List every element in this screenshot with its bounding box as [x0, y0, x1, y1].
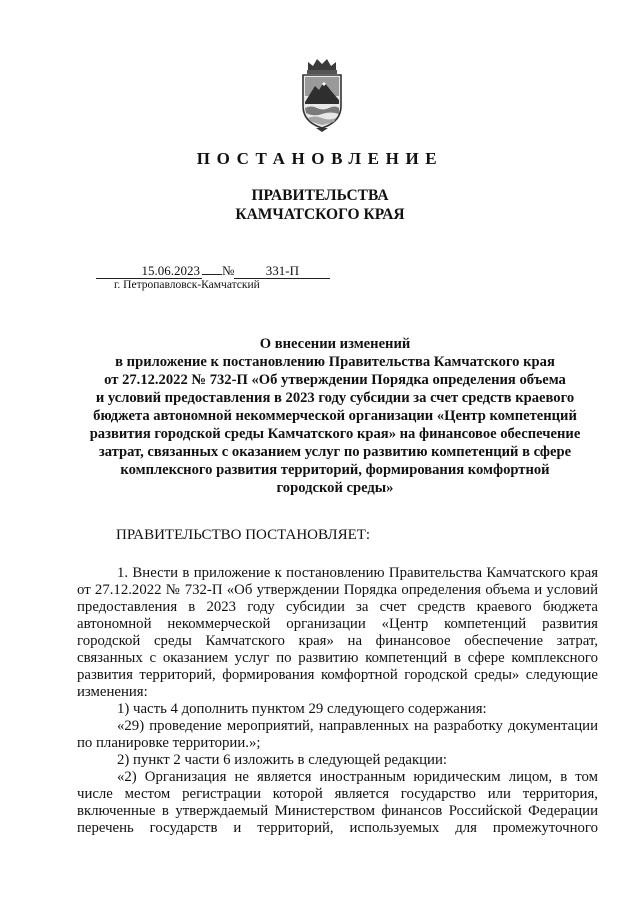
document-body: [77, 565, 598, 837]
body-line: 2) пункт 2 части 6 изложить в следующей редакции:: [117, 752, 448, 768]
body-line: от 27.12.2022 № 732-П «Об утверждении Порядка определения объема и условий: [77, 582, 598, 598]
body-line: 1. Внести в приложение к постановлению Правительства Камчатского края: [117, 565, 598, 581]
subject-line: и условий предоставления в 2023 году субсидии за счет средств краевого: [95, 390, 575, 406]
issue-place: г. Петропавловск-Камчатский: [114, 279, 260, 291]
body-line: развития территорий, формирования комфортной городской среды» следующие: [77, 667, 598, 683]
document-type-heading: ПОСТАНОВЛЕНИЕ: [196, 149, 444, 168]
subject-line: в приложение к постановлению Правительства Камчатского края: [115, 354, 555, 370]
subject-line: бюджета автономной некоммерческой организации «Центр компетенций: [93, 408, 577, 424]
registration-line: [96, 263, 330, 279]
document-subject: [60, 335, 610, 497]
issuing-authority: [0, 186, 640, 224]
issuing-authority-line: ПРАВИТЕЛЬСТВА: [251, 187, 389, 204]
body-line: связанных с оказанием услуг по развитию компетенций в сфере комплексного: [77, 650, 598, 666]
subject-line: О внесении изменений: [259, 336, 411, 352]
document-number: 331-П: [234, 263, 330, 279]
body-line: городской среды Камчатского края» на финансовое обеспечение затрат,: [77, 633, 598, 649]
registration-underline: [202, 274, 222, 275]
subject-line: развития городской среды Камчатского края» на финансовое обеспечение: [89, 426, 581, 442]
body-line: числе местом регистрации которой является государство или территория,: [77, 786, 598, 802]
body-line: «2) Организация не является иностранным юридическим лицом, в том: [117, 769, 598, 785]
body-line: автономной некоммерческой организации «Центр компетенций развития: [77, 616, 598, 632]
subject-line: городской среды»: [276, 480, 394, 496]
body-line: по планировке территории.»;: [77, 735, 261, 751]
body-line: перечень государств и территорий, используемых для промежуточного: [77, 820, 598, 836]
subject-line: комплексного развития территорий, формирования комфортной: [120, 462, 550, 478]
resolution-heading: ПРАВИТЕЛЬСТВО ПОСТАНОВЛЯЕТ:: [116, 527, 371, 543]
issuing-authority-line: КАМЧАТСКОГО КРАЯ: [235, 206, 405, 223]
body-line: «29) проведение мероприятий, направленных на разработку документации: [117, 718, 598, 734]
kamchatka-coat-of-arms-icon: [300, 56, 344, 132]
subject-line: затрат, связанных с оказанием услуг по развитию компетенций в сфере: [98, 444, 572, 460]
body-line: включенные в утверждаемый Министерством финансов Российской Федерации: [77, 803, 598, 819]
body-line: 1) часть 4 дополнить пунктом 29 следующего содержания:: [117, 701, 487, 717]
document-date: 15.06.2023: [96, 263, 202, 279]
number-sign: №: [222, 263, 235, 278]
body-line: предоставления в 2023 году субсидии за счет средств краевого бюджета: [77, 599, 598, 615]
subject-line: от 27.12.2022 № 732-П «Об утверждении Порядка определения объема: [104, 372, 566, 388]
body-line: изменения:: [77, 684, 148, 700]
